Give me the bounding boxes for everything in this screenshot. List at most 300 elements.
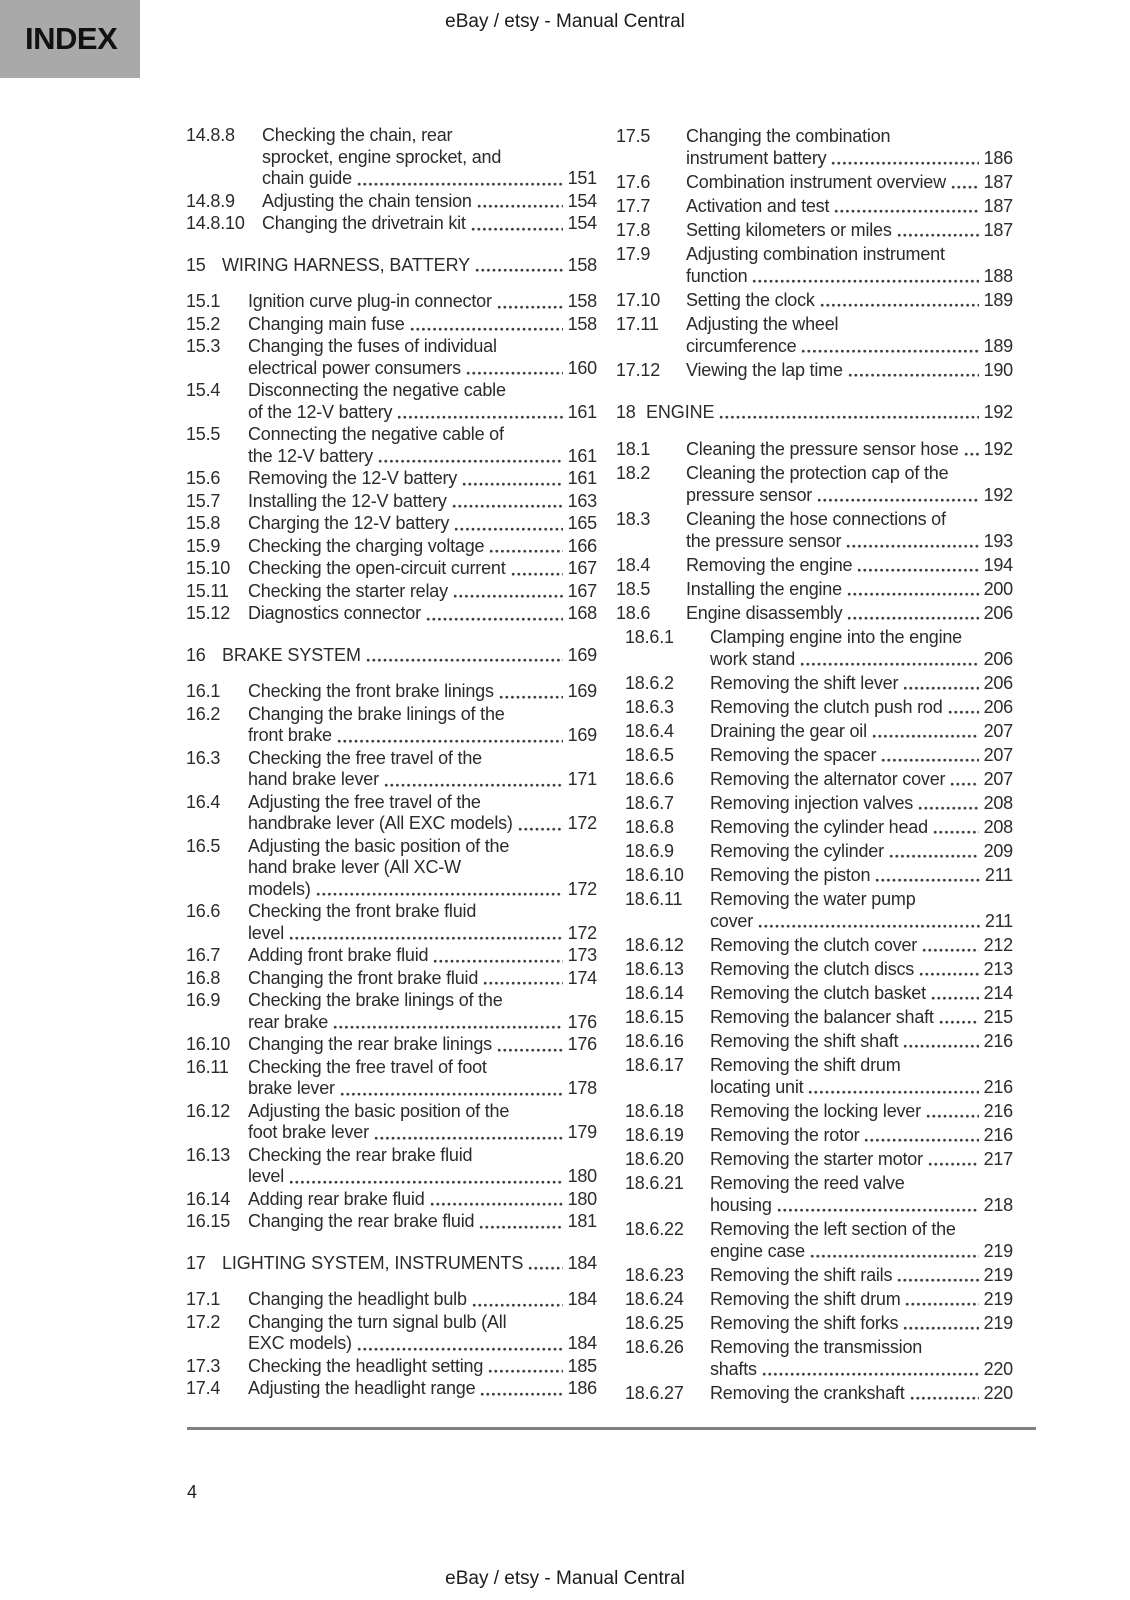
entry-page-number: 181 (567, 1211, 597, 1231)
entry-line: Cleaning the protection cap of the (686, 463, 949, 483)
entry-body (710, 934, 1013, 956)
entry-title: Removing the balancer shaft (710, 1007, 934, 1027)
dotted-leader (528, 1266, 562, 1271)
entry-title: electrical power consumers (248, 357, 461, 378)
entry-number: 18.6.13 (625, 959, 684, 979)
entry-line: Adjusting combination instrument (686, 244, 945, 264)
entry-number: 15.5 (186, 424, 221, 444)
entry-last-line (248, 314, 597, 336)
entry-page-number: 192 (983, 485, 1013, 505)
entry-last-line (646, 401, 1013, 423)
entry-page-number: 220 (983, 1359, 1013, 1379)
dotted-leader (897, 233, 979, 238)
dotted-leader (357, 182, 563, 187)
entry-title: Engine disassembly (686, 603, 843, 623)
entry-page-number: 187 (983, 172, 1013, 192)
entry-number: 17.3 (186, 1355, 221, 1376)
entry-title: locating unit (710, 1077, 804, 1097)
entry-page-number: 206 (983, 649, 1013, 669)
entry-body (248, 1057, 597, 1100)
entry-body (710, 1288, 1013, 1310)
entry-title: Changing the rear brake linings (248, 1034, 492, 1054)
entry-page-number: 180 (567, 1188, 597, 1209)
toc-entry (186, 1189, 597, 1211)
entry-line: Adjusting the basic position of the (248, 835, 510, 856)
entry-last-line (686, 484, 1013, 506)
entry-body (248, 491, 597, 513)
entry-page-number: 207 (983, 745, 1013, 765)
entry-body (248, 336, 597, 379)
entry-last-line (710, 672, 1013, 694)
toc-entry (616, 888, 1013, 932)
entry-page-number: 165 (567, 513, 597, 533)
entry-page-number: 168 (567, 603, 597, 623)
entry-number: 18.6.11 (625, 889, 683, 909)
entry-page-number: 154 (567, 190, 597, 211)
entry-page-number: 216 (983, 1125, 1013, 1145)
entry-body (686, 243, 1013, 287)
dotted-leader (817, 498, 979, 503)
entry-title: pressure sensor (686, 485, 813, 505)
toc-entry (186, 581, 597, 603)
entry-title: rear brake (248, 1011, 329, 1032)
toc-entry (616, 1030, 1013, 1052)
entry-page-number: 193 (983, 531, 1013, 551)
entry-title: Removing the clutch discs (710, 959, 915, 979)
entry-page-number: 216 (983, 1031, 1013, 1051)
entry-number: 16.15 (186, 1211, 231, 1231)
entry-body (248, 603, 597, 625)
entry-page-number: 151 (567, 168, 597, 188)
dotted-leader (433, 959, 562, 964)
entry-body (222, 645, 597, 667)
dotted-leader (948, 710, 979, 715)
entry-number: 14.8.10 (186, 213, 245, 233)
entry-body (710, 1100, 1013, 1122)
dotted-leader (933, 830, 979, 835)
section-number: 15 (186, 254, 206, 275)
toc-entry (616, 672, 1013, 694)
dotted-leader (333, 1025, 563, 1030)
entry-line: Changing the combination (686, 126, 891, 146)
entry-number: 16.13 (186, 1144, 231, 1165)
dotted-leader (820, 303, 979, 308)
entry-line: Checking the rear brake fluid (248, 1144, 473, 1165)
entry-body (248, 558, 597, 580)
entry-last-line (248, 1189, 597, 1211)
entry-title: work stand (710, 649, 796, 669)
entry-last-line (248, 491, 597, 513)
footer-page-number: 4 (187, 1482, 198, 1502)
dotted-leader (289, 936, 563, 941)
entry-last-line (248, 1012, 597, 1034)
entry-title: handbrake lever (All EXC models) (248, 813, 513, 833)
entry-last-line (710, 768, 1013, 790)
entry-body (248, 748, 597, 791)
entry-page-number: 208 (983, 793, 1013, 813)
entry-title: circumference (686, 336, 797, 356)
toc-entry (186, 558, 597, 580)
entry-title: hand brake lever (248, 769, 379, 789)
entry-page-number: 206 (983, 697, 1013, 717)
entry-line: Removing the water pump (710, 889, 916, 909)
entry-page-number: 192 (983, 402, 1013, 422)
toc-entry (616, 816, 1013, 838)
toc-section-header (186, 1253, 597, 1275)
dotted-leader (488, 1369, 562, 1374)
dotted-leader (378, 459, 563, 464)
entry-line: Cleaning the hose connections of (686, 509, 946, 529)
entry-title: cover (710, 911, 754, 931)
dotted-leader (848, 373, 979, 378)
toc-entry (616, 1172, 1013, 1216)
dotted-leader (410, 327, 563, 332)
toc-entry (616, 982, 1013, 1004)
entry-page-number: 169 (567, 725, 597, 745)
entry-page-number: 167 (567, 558, 597, 578)
entry-body (262, 213, 597, 235)
toc-entry (616, 313, 1013, 357)
toc-entry (186, 1034, 597, 1056)
entry-last-line (248, 581, 597, 603)
entry-number: 16.14 (186, 1188, 231, 1209)
entry-body (248, 536, 597, 558)
entry-number: 16.11 (186, 1056, 229, 1077)
entry-number: 16.5 (186, 835, 221, 856)
dotted-leader (808, 1090, 978, 1095)
entry-body (710, 840, 1013, 862)
entry-page-number: 174 (567, 967, 597, 988)
entry-title: level (248, 1166, 285, 1186)
dotted-leader (903, 1044, 978, 1049)
entry-last-line (686, 602, 1013, 624)
dotted-leader (919, 972, 978, 977)
toc-right-column (616, 125, 1013, 1406)
dotted-leader (926, 1114, 979, 1119)
entry-title: brake lever (248, 1078, 335, 1098)
entry-body (248, 513, 597, 535)
toc-entry (186, 1356, 597, 1378)
entry-title: Adding front brake fluid (248, 945, 429, 965)
entry-number: 15.9 (186, 535, 221, 556)
entry-title: Removing the shift forks (710, 1313, 899, 1333)
dotted-leader (719, 415, 978, 420)
entry-last-line (710, 1312, 1013, 1334)
entry-number: 16.7 (186, 945, 221, 965)
entry-last-line (710, 864, 1013, 886)
entry-page-number: 219 (983, 1289, 1013, 1309)
entry-page-number: 187 (983, 196, 1013, 216)
entry-number: 18.6 (616, 603, 651, 623)
entry-number: 15.10 (186, 558, 231, 578)
entry-title: Removing the alternator cover (710, 769, 946, 789)
entry-last-line (248, 879, 597, 901)
dotted-leader (762, 1372, 979, 1377)
dotted-leader (903, 686, 978, 691)
entry-last-line (248, 358, 597, 380)
toc-entry (186, 1289, 597, 1311)
toc-entry (186, 336, 597, 379)
entry-title: Draining the gear oil (710, 721, 867, 741)
entry-page-number: 218 (983, 1195, 1013, 1215)
entry-number: 17.2 (186, 1311, 221, 1332)
entry-body (248, 314, 597, 336)
entry-title: Combination instrument overview (686, 172, 946, 192)
entry-body (686, 554, 1013, 576)
entry-body (686, 508, 1013, 552)
entry-title: housing (710, 1195, 772, 1215)
entry-body (710, 958, 1013, 980)
entry-last-line (710, 1030, 1013, 1052)
entry-title: Removing the locking lever (710, 1101, 921, 1121)
entry-page-number: 161 (567, 445, 597, 466)
toc-entry (186, 792, 597, 835)
toc-entry (616, 720, 1013, 742)
entry-body (248, 468, 597, 490)
entry-last-line (248, 558, 597, 580)
entry-title: foot brake lever (248, 1122, 369, 1142)
dotted-leader (454, 527, 562, 532)
entry-last-line (710, 1358, 1013, 1380)
entry-body (686, 313, 1013, 357)
dotted-leader (922, 948, 978, 953)
entry-last-line (710, 696, 1013, 718)
entry-title: Changing the headlight bulb (248, 1289, 467, 1309)
section-number: 16 (186, 644, 206, 665)
entry-page-number: 217 (983, 1149, 1013, 1169)
entry-page-number: 161 (567, 401, 597, 422)
entry-number: 18.6.9 (625, 841, 674, 861)
entry-body (686, 219, 1013, 241)
entry-body (710, 720, 1013, 742)
entry-title: Removing the starter motor (710, 1149, 923, 1169)
entry-last-line (248, 813, 597, 835)
entry-page-number: 172 (567, 922, 597, 943)
entry-body (248, 581, 597, 603)
entry-line: Clamping engine into the engine (710, 627, 962, 647)
entry-number: 15.8 (186, 513, 221, 533)
entry-number: 18.6.16 (625, 1031, 684, 1051)
toc-entry (186, 603, 597, 625)
entry-last-line (222, 645, 597, 667)
toc-entry (616, 438, 1013, 460)
toc-entry (616, 696, 1013, 718)
entry-page-number: 180 (567, 1166, 597, 1186)
entry-line: Removing the left section of the (710, 1219, 956, 1239)
entry-number: 18.6.27 (625, 1383, 684, 1403)
dotted-leader (499, 695, 563, 700)
entry-body (248, 704, 597, 747)
toc-entry (186, 968, 597, 990)
toc-entry (186, 125, 597, 190)
entry-page-number: 167 (567, 580, 597, 601)
entry-number: 16.12 (186, 1100, 231, 1121)
entry-title: of the 12-V battery (248, 401, 393, 422)
dotted-leader (801, 349, 978, 354)
entry-number: 16.1 (186, 681, 221, 701)
toc-entry (186, 945, 597, 967)
toc-entry (186, 990, 597, 1033)
toc-entry (616, 602, 1013, 624)
entry-page-number: 206 (983, 603, 1013, 623)
entry-last-line (222, 1253, 597, 1275)
dotted-leader (472, 1303, 563, 1308)
entry-number: 18.6.20 (625, 1149, 684, 1169)
entry-body (710, 864, 1013, 886)
entry-title: Diagnostics connector (248, 603, 421, 623)
entry-title: Checking the front brake linings (248, 681, 494, 701)
toc-entry (616, 1336, 1013, 1380)
dotted-leader (479, 1225, 562, 1230)
entry-number: 16.6 (186, 901, 221, 921)
entry-body (262, 191, 597, 213)
entry-number: 16.3 (186, 747, 221, 768)
entry-page-number: 186 (983, 148, 1013, 168)
entry-line: Changing the brake linings of the (248, 703, 505, 724)
toc-entry (186, 1211, 597, 1233)
entry-last-line (248, 402, 597, 424)
entry-last-line (686, 265, 1013, 287)
entry-last-line (710, 1382, 1013, 1404)
entry-page-number: 219 (983, 1265, 1013, 1285)
entry-page-number: 192 (983, 439, 1013, 459)
entry-number: 17.11 (616, 314, 659, 334)
entry-title: Checking the charging voltage (248, 535, 485, 556)
entry-number: 16.10 (186, 1034, 231, 1054)
dotted-leader (810, 1254, 979, 1259)
dotted-leader (847, 616, 978, 621)
entry-last-line (248, 968, 597, 990)
entry-title: Installing the 12-V battery (248, 490, 447, 511)
toc-entry (616, 1124, 1013, 1146)
entry-number: 17.1 (186, 1289, 221, 1309)
entry-title: Removing the clutch basket (710, 983, 926, 1003)
entry-number: 17.10 (616, 290, 661, 310)
entry-number: 17.6 (616, 172, 651, 192)
entry-last-line (710, 1148, 1013, 1170)
toc-entry (186, 1378, 597, 1400)
entry-body (248, 836, 597, 901)
entry-last-line (248, 1289, 597, 1311)
dotted-leader (453, 594, 563, 599)
entry-page-number: 211 (984, 865, 1013, 885)
toc-entry (186, 901, 597, 944)
entry-page-number: 194 (983, 555, 1013, 575)
entry-body (248, 990, 597, 1033)
entry-line: Disconnecting the negative cable (248, 380, 506, 400)
toc-entry (616, 125, 1013, 169)
entry-body (686, 578, 1013, 600)
toc-entry (616, 219, 1013, 241)
entry-line: Adjusting the basic position of the (248, 1100, 510, 1121)
entry-body (710, 672, 1013, 694)
entry-body (710, 1148, 1013, 1170)
entry-line: hand brake lever (All XC-W (248, 857, 461, 877)
entry-last-line (710, 648, 1013, 670)
entry-number: 18.6.7 (625, 793, 674, 813)
toc-entry (616, 1288, 1013, 1310)
entry-body (710, 1054, 1013, 1098)
entry-last-line (686, 530, 1013, 552)
entry-number: 18.3 (616, 509, 651, 529)
entry-body (710, 744, 1013, 766)
entry-last-line (710, 958, 1013, 980)
entry-last-line (248, 603, 597, 625)
dotted-leader (903, 1326, 978, 1331)
toc-entry (186, 704, 597, 747)
entry-body (262, 125, 597, 190)
entry-number: 15.11 (186, 580, 229, 601)
entry-number: 18.6.5 (625, 745, 674, 765)
entry-page-number: 169 (567, 644, 597, 665)
entry-last-line (686, 219, 1013, 241)
entry-last-line (710, 1288, 1013, 1310)
toc-entry (186, 468, 597, 490)
entry-page-number: 172 (567, 813, 597, 833)
dotted-leader (452, 504, 563, 509)
toc-entry (186, 314, 597, 336)
entry-page-number: 212 (983, 935, 1013, 955)
entry-body (222, 255, 597, 277)
entry-page-number: 173 (567, 945, 597, 965)
toc-entry (186, 836, 597, 901)
toc-entry (616, 243, 1013, 287)
entry-number: 14.8.8 (186, 125, 235, 145)
entry-last-line (248, 769, 597, 791)
dotted-leader (800, 662, 979, 667)
dotted-leader (950, 782, 978, 787)
entry-body (686, 602, 1013, 624)
toc-entry (186, 1057, 597, 1100)
toc-section-header (186, 255, 597, 277)
dotted-leader (928, 1162, 979, 1167)
entry-body (248, 1145, 597, 1188)
entry-number: 15.12 (186, 603, 231, 623)
entry-page-number: 215 (983, 1007, 1013, 1027)
entry-number: 15.3 (186, 336, 221, 356)
entry-number: 18.6.1 (625, 627, 674, 647)
entry-last-line (710, 934, 1013, 956)
entry-number: 17.12 (616, 360, 661, 380)
toc-entry (186, 513, 597, 535)
entry-last-line (710, 982, 1013, 1004)
entry-page-number: 158 (567, 254, 597, 275)
entry-number: 17.7 (616, 196, 651, 216)
toc-entry (616, 554, 1013, 576)
entry-page-number: 200 (983, 579, 1013, 599)
entry-title: Removing injection valves (710, 793, 914, 813)
entry-page-number: 154 (567, 213, 597, 233)
toc-entry (616, 864, 1013, 886)
dotted-leader (846, 544, 978, 549)
entry-page-number: 169 (567, 681, 597, 701)
dotted-leader (497, 1048, 563, 1053)
entry-line: Checking the brake linings of the (248, 990, 503, 1010)
entry-last-line (248, 681, 597, 703)
entry-last-line (248, 291, 597, 313)
entry-title: the pressure sensor (686, 531, 842, 551)
dotted-leader (289, 1180, 563, 1185)
entry-title: Removing the 12-V battery (248, 468, 458, 488)
entry-number: 18.6.15 (625, 1007, 684, 1027)
entry-page-number: 166 (567, 535, 597, 556)
entry-title: level (248, 922, 285, 943)
entry-number: 18.6.21 (625, 1173, 684, 1193)
dotted-leader (931, 996, 979, 1001)
entry-title: Adjusting the chain tension (262, 190, 472, 211)
dotted-leader (462, 482, 562, 487)
toc-entry (616, 840, 1013, 862)
